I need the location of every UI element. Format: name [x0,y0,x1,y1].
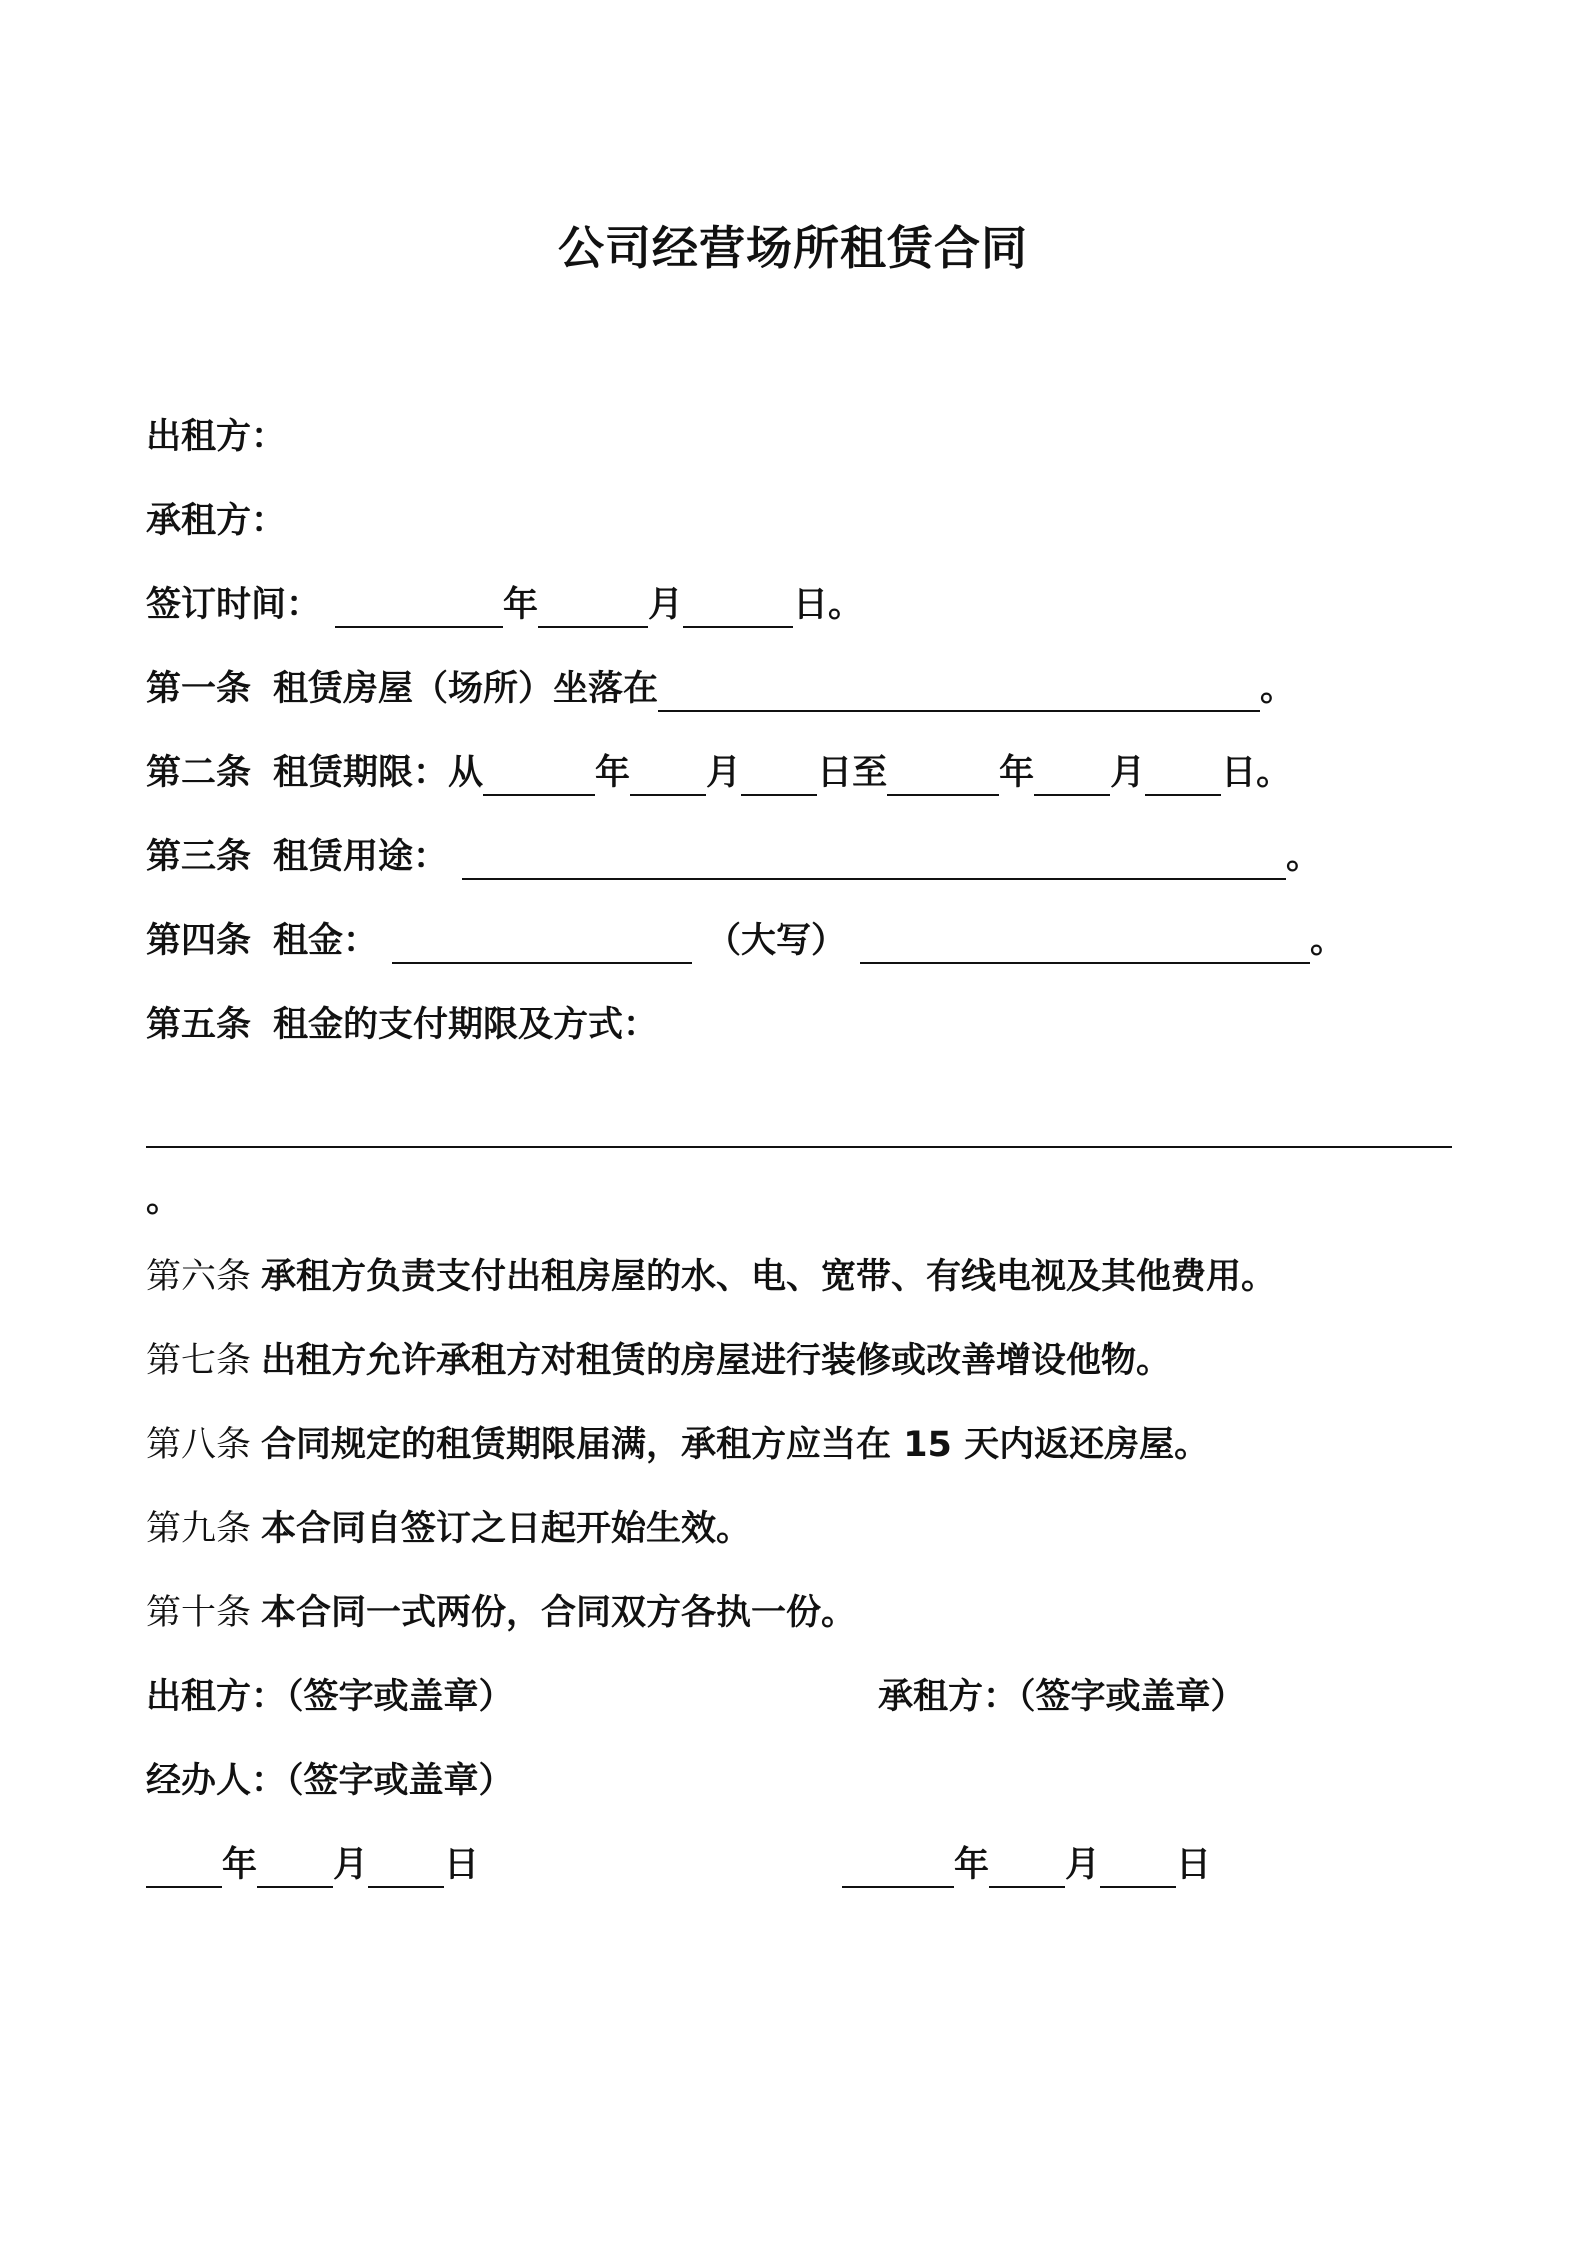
article-number: 第七条 [146,1341,252,1381]
signing-label: 签订时间： [146,585,322,625]
article-text: 租金： [273,921,379,961]
signing-day-blank[interactable] [683,586,793,628]
article-text: 租金的支付期限及方式： [273,1005,659,1045]
signing-year-blank[interactable] [335,586,503,628]
period-mark: 。 [1310,921,1346,961]
period-mark: 。 [1286,837,1322,877]
article-number: 第三条 [146,837,252,877]
start-month-blank[interactable] [630,754,706,796]
article-4 [146,916,1345,966]
day-label: 日。 [1221,753,1292,793]
article-5-end [146,1175,181,1225]
lessor-month-blank[interactable] [257,1846,333,1888]
article-text: 本合同一式两份，合同双方各执一份。 [261,1593,857,1633]
article-7 [146,1336,1171,1386]
month-label: 月 [1065,1845,1101,1885]
end-day-blank[interactable] [1145,754,1221,796]
lessee-date [842,1840,1211,1890]
lessor-label: 出租方： [146,417,287,457]
day-label: 日 [444,1845,480,1885]
article-number: 第十条 [146,1593,252,1633]
start-day-blank[interactable] [741,754,817,796]
article-6 [146,1252,1276,1302]
agent-signature-label: 经办人：（签字或盖章） [146,1761,514,1801]
lessor-day-blank[interactable] [368,1846,444,1888]
lessor-date [146,1840,479,1890]
signing-month-blank[interactable] [538,586,648,628]
article-number: 第一条 [146,669,252,709]
article-text: 租赁房屋（场所）坐落在 [273,669,659,709]
article-3 [146,832,1321,882]
lessee-month-blank[interactable] [989,1846,1065,1888]
article-text: 承租方负责支付出租房屋的水、电、宽带、有线电视及其他费用。 [261,1257,1277,1297]
location-blank[interactable] [658,670,1260,712]
day-to-label: 日至 [817,753,888,793]
article-1 [146,664,1295,714]
article-text: 合同规定的租赁期限届满，承租方应当在 15 天内返还房屋。 [261,1425,1210,1465]
article-2 [146,748,1291,798]
rent-amount-blank[interactable] [392,922,692,964]
year-label: 年 [595,753,631,793]
payment-method-blank[interactable] [146,1146,1452,1148]
article-text: 出租方允许承租方对租赁的房屋进行装修或改善增设他物。 [261,1341,1172,1381]
end-month-blank[interactable] [1034,754,1110,796]
period-mark: 。 [146,1180,182,1220]
rent-capital-blank[interactable] [860,922,1310,964]
article-10 [146,1588,856,1638]
lessee-day-blank[interactable] [1100,1846,1176,1888]
article-number: 第六条 [146,1257,252,1297]
lessor-line [146,412,286,462]
month-label: 月 [1110,753,1146,793]
year-label: 年 [222,1845,258,1885]
purpose-blank[interactable] [462,838,1286,880]
end-year-blank[interactable] [887,754,999,796]
article-text: 租赁用途： [273,837,449,877]
article-number: 第二条 [146,753,252,793]
month-label: 月 [706,753,742,793]
month-label: 月 [648,585,684,625]
lessor-signature-label: 出租方：（签字或盖章） [146,1677,514,1717]
article-number: 第九条 [146,1509,252,1549]
document-title: 公司经营场所租赁合同 [558,221,1028,275]
lessee-line [146,496,286,546]
period-mark: 。 [1260,669,1296,709]
lessee-signature-label: 承租方：（签字或盖章） [878,1677,1246,1717]
day-label: 日 [1176,1845,1212,1885]
article-number: 第八条 [146,1425,252,1465]
article-5 [146,1000,658,1050]
year-label: 年 [999,753,1035,793]
lessee-label: 承租方： [146,501,287,541]
start-year-blank[interactable] [483,754,595,796]
year-label: 年 [503,585,539,625]
agent-signature [146,1756,514,1806]
article-8 [146,1420,1209,1470]
year-label: 年 [954,1845,990,1885]
article-number: 第五条 [146,1005,252,1045]
lessee-signature [878,1672,1246,1722]
article-text: 本合同自签订之日起开始生效。 [261,1509,752,1549]
article-number: 第四条 [146,921,252,961]
article-9 [146,1504,751,1554]
day-label: 日。 [793,585,864,625]
capital-label: （大写） [706,921,847,961]
lessor-year-blank[interactable] [146,1846,222,1888]
month-label: 月 [333,1845,369,1885]
signing-date-line [146,580,863,630]
lessor-signature [146,1672,514,1722]
article-text: 租赁期限：从 [273,753,484,793]
lessee-year-blank[interactable] [842,1846,954,1888]
